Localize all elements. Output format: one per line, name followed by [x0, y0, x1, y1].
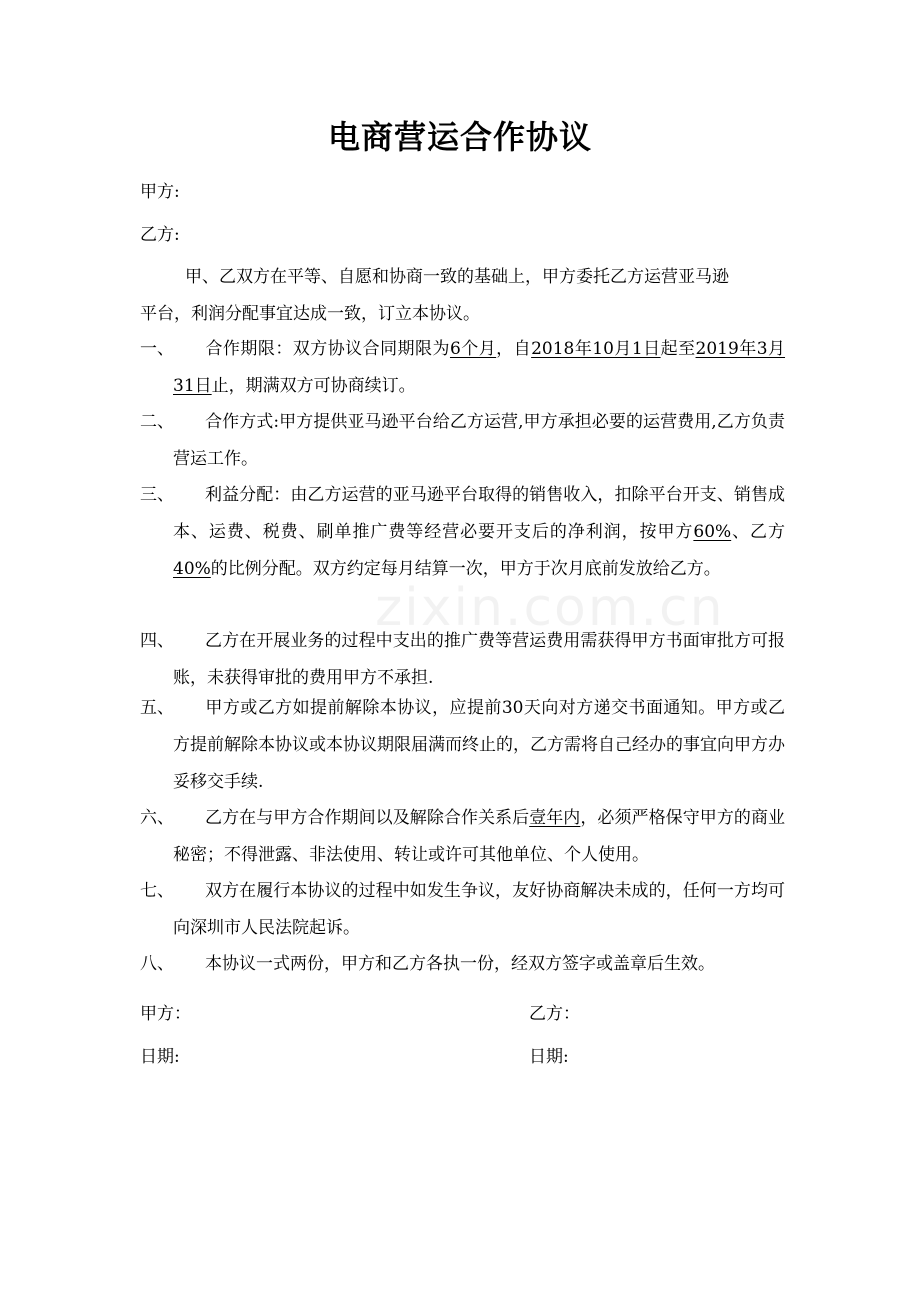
clause-text-part: 止，期满双方可协商续订。 — [211, 376, 416, 396]
clause-4 — [140, 623, 785, 697]
intro-paragraph — [140, 259, 785, 333]
party-a-label: 甲方: — [140, 182, 180, 202]
clause-text — [173, 331, 785, 405]
clause-6 — [140, 800, 785, 874]
clause-5 — [140, 690, 785, 801]
clause-number: 四、 — [140, 631, 174, 651]
clause-text-part: ，自 — [496, 339, 532, 359]
intro-line-1: 甲、乙双方在平等、自愿和协商一致的基础上，甲方委托乙方运营亚马逊 — [185, 267, 729, 287]
clause-number: 三、 — [140, 485, 174, 505]
clause-number: 六、 — [140, 808, 174, 828]
clause-text-part: ，必须严格保守甲方的商业秘密；不得泄露、非法使用、转让或许可其他单位、个人使用。 — [173, 808, 786, 865]
clause-text-part: 合作方式:甲方提供亚马逊平台给乙方运营,甲方承担必要的运营费用,乙方负责营运工作。 — [173, 412, 785, 469]
clause-2 — [140, 404, 785, 478]
underlined-term: 6个月 — [449, 339, 497, 359]
underlined-term: 2018年10月1日 — [531, 339, 661, 359]
clause-text — [173, 873, 785, 947]
clause-text — [173, 623, 785, 697]
clause-8 — [140, 946, 785, 983]
party-b-label: 乙方: — [140, 225, 180, 245]
underlined-term: 40% — [173, 559, 211, 579]
signature-party-a: 甲方： — [140, 1004, 191, 1024]
clause-1 — [140, 331, 785, 405]
underlined-term: 2019年3月31日 — [173, 339, 786, 396]
clause-text — [173, 690, 785, 801]
clause-text-part: 乙方在与甲方合作期间以及解除合作关系后 — [205, 808, 530, 828]
clause-number: 二、 — [140, 412, 174, 432]
clause-text-part: 双方在履行本协议的过程中如发生争议，友好协商解决未成的，任何一方均可向深圳市人民法院起诉。 — [173, 881, 785, 938]
underlined-term: 60% — [693, 522, 732, 542]
clause-text-part: 的比例分配。双方约定每月结算一次，甲方于次月底前发放给乙方。 — [210, 559, 721, 579]
underlined-term: 壹年内 — [529, 808, 581, 828]
clause-text — [173, 477, 785, 588]
clause-text — [173, 946, 785, 983]
clause-3 — [140, 477, 785, 588]
watermark: zixin.com.cn — [375, 578, 725, 638]
clause-text — [173, 404, 785, 478]
clause-text-part: 甲方或乙方如提前解除本协议，应提前30天向对方递交书面通知。甲方或乙方提前解除本协议或本协议期限届满而终止的，乙方需将自己经办的事宜向甲方办妥移交手续. — [173, 698, 785, 792]
clause-number: 五、 — [140, 698, 174, 718]
clause-number: 八、 — [140, 954, 174, 974]
clause-7 — [140, 873, 785, 947]
clause-text-part: 起至 — [660, 339, 696, 359]
clause-text-part: 、乙方 — [731, 522, 786, 542]
intro-line-2: 平台，利润分配事宜达成一致，订立本协议。 — [140, 304, 480, 324]
clause-text-part: 利益分配：由乙方运营的亚马逊平台取得的销售收入，扣除平台开支、销售成本、运费、税费、刷单推广费等经营必要开支后的净利润，按甲方 — [173, 485, 785, 542]
clause-text — [173, 800, 785, 874]
signature-party-b: 乙方： — [529, 1004, 580, 1024]
clause-number: 一、 — [140, 339, 174, 359]
signature-date-a: 日期: — [140, 1047, 180, 1067]
clause-text-part: 本协议一式两份，甲方和乙方各执一份，经双方签字或盖章后生效。 — [205, 954, 715, 974]
clause-text-part: 乙方在开展业务的过程中支出的推广费等营运费用需获得甲方书面审批方可报账，未获得审批的费用甲方不承担. — [173, 631, 785, 688]
document-title: 电商营运合作协议 — [327, 118, 592, 156]
clause-number: 七、 — [140, 881, 174, 901]
clause-text-part: 合作期限：双方协议合同期限为 — [205, 339, 450, 359]
signature-date-b: 日期: — [529, 1047, 569, 1067]
